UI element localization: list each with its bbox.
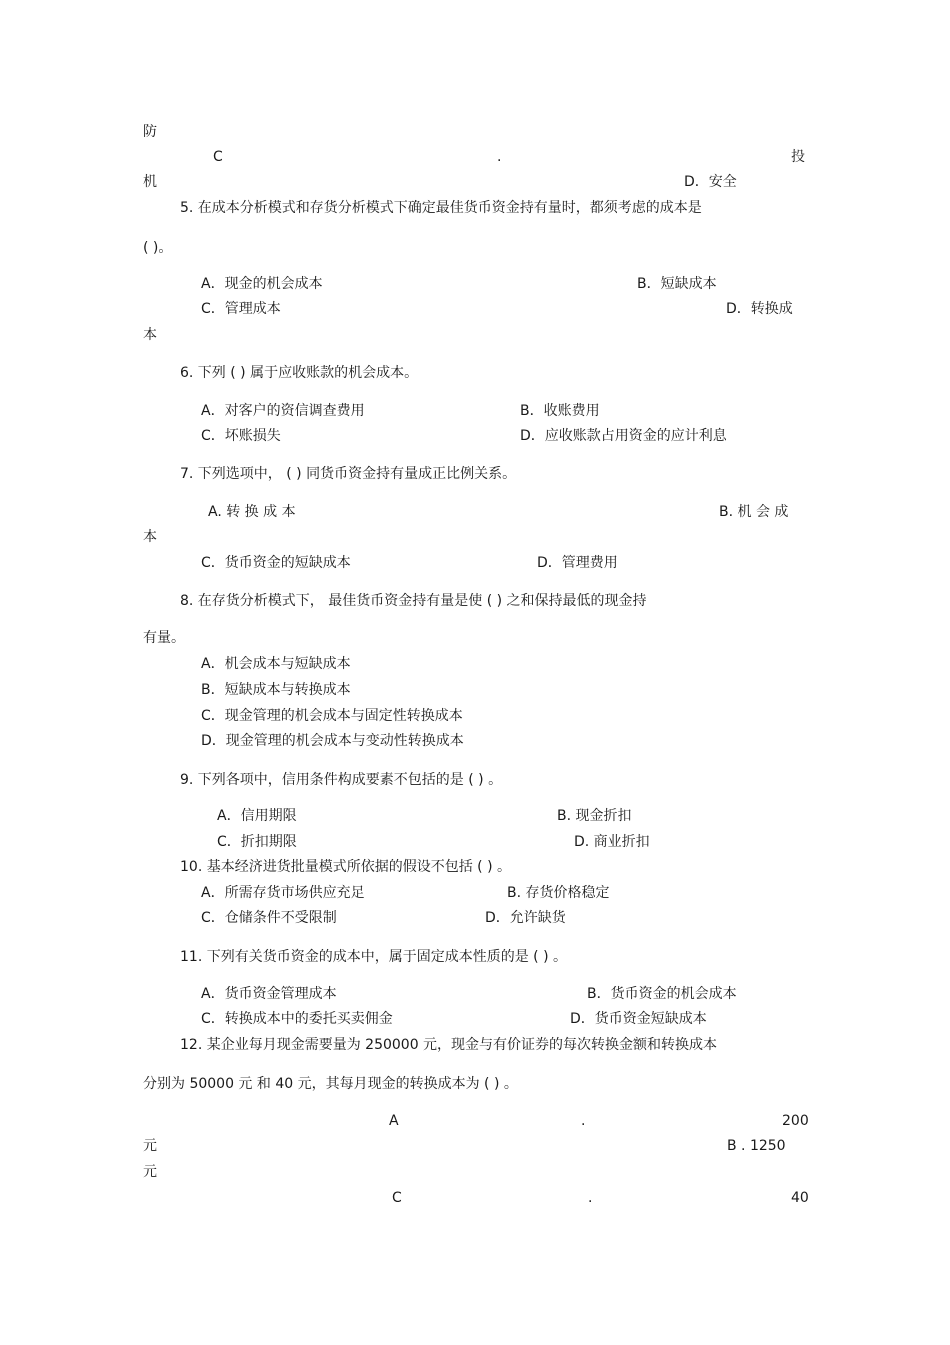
question-12-option-c-dot: . <box>588 1190 593 1206</box>
question-7-option-a: A. 转 换 成 本 <box>208 504 296 520</box>
question-10-option-b: B. 存货价格稳定 <box>507 885 610 901</box>
question-12-option-a-value: 200 <box>782 1113 809 1129</box>
text-line: 投 <box>791 149 805 165</box>
question-12-option-b-unit: 元 <box>143 1164 157 1180</box>
question-7-option-d: D．管理费用 <box>537 555 618 571</box>
question-12-option-a-letter: A <box>389 1113 399 1129</box>
question-5-option-a: A．现金的机会成本 <box>201 276 323 292</box>
question-6-stem: 6. 下列 ( ) 属于应收账款的机会成本。 <box>180 365 419 381</box>
question-9-option-b: B. 现金折扣 <box>557 808 632 824</box>
question-9-option-d: D. 商业折扣 <box>574 834 650 850</box>
question-5-option-c: C．管理成本 <box>201 301 281 317</box>
question-12-option-a-unit: 元 <box>143 1138 157 1154</box>
question-5-stem: 5. 在成本分析模式和存货分析模式下确定最佳货币资金持有量时，都须考虑的成本是 <box>180 200 702 216</box>
question-5-option-d-cont: 本 <box>143 327 157 343</box>
question-12-stem-cont: 分别为 50000 元 和 40 元，其每月现金的转换成本为 ( ) 。 <box>143 1076 518 1092</box>
question-12-option-c-letter: C <box>392 1190 402 1206</box>
question-7-option-b-cont: 本 <box>143 529 157 545</box>
question-8-option-c: C．现金管理的机会成本与固定性转换成本 <box>201 708 463 724</box>
question-9-option-c: C．折扣期限 <box>217 834 297 850</box>
question-5-option-d: D．转换成 <box>726 301 793 317</box>
question-12-option-a-dot: . <box>581 1113 586 1129</box>
question-8-option-a: A．机会成本与短缺成本 <box>201 656 351 672</box>
question-11-stem: 11. 下列有关货币资金的成本中，属于固定成本性质的是 ( ) 。 <box>180 949 567 965</box>
text-line: 机 <box>143 174 157 190</box>
question-8-option-d: D．现金管理的机会成本与变动性转换成本 <box>201 733 464 749</box>
question-11-option-a: A．货币资金管理成本 <box>201 986 337 1002</box>
option-dot: . <box>497 149 502 165</box>
question-11-option-c: C．转换成本中的委托买卖佣金 <box>201 1011 393 1027</box>
question-5-paren: ( )。 <box>143 240 173 256</box>
question-12-option-b: B . 1250 <box>727 1138 786 1154</box>
option-d: D．安全 <box>684 174 737 190</box>
question-10-option-d: D．允许缺货 <box>485 910 566 926</box>
question-10-option-a: A．所需存货市场供应充足 <box>201 885 365 901</box>
question-7-stem: 7. 下列选项中， ( ) 同货币资金持有量成正比例关系。 <box>180 466 517 482</box>
question-8-stem-cont: 有量。 <box>143 630 185 646</box>
question-8-stem: 8. 在存货分析模式下， 最佳货币资金持有量是使 ( ) 之和保持最低的现金持 <box>180 593 647 609</box>
question-5-option-b: B．短缺成本 <box>637 276 717 292</box>
question-6-option-c: C．坏账损失 <box>201 428 281 444</box>
question-8-option-b: B．短缺成本与转换成本 <box>201 682 351 698</box>
option-letter: C <box>213 149 223 165</box>
question-6-option-d: D．应收账款占用资金的应计利息 <box>520 428 727 444</box>
question-12-stem: 12. 某企业每月现金需要量为 250000 元，现金与有价证券的每次转换金额和转换成本 <box>180 1037 718 1053</box>
question-11-option-b: B．货币资金的机会成本 <box>587 986 737 1002</box>
question-10-stem: 10. 基本经济进货批量模式所依据的假设不包括 ( ) 。 <box>180 859 511 875</box>
question-6-option-b: B．收账费用 <box>520 403 600 419</box>
question-10-option-c: C．仓储条件不受限制 <box>201 910 337 926</box>
question-6-option-a: A．对客户的资信调查费用 <box>201 403 365 419</box>
question-7-option-b: B. 机 会 成 <box>719 504 789 520</box>
question-9-stem: 9. 下列各项中，信用条件构成要素不包括的是 ( ) 。 <box>180 772 503 788</box>
question-12-option-c-value: 40 <box>791 1190 809 1206</box>
text-line: 防 <box>143 124 157 140</box>
question-9-option-a: A．信用期限 <box>217 808 297 824</box>
question-11-option-d: D．货币资金短缺成本 <box>570 1011 707 1027</box>
question-7-option-c: C．货币资金的短缺成本 <box>201 555 351 571</box>
